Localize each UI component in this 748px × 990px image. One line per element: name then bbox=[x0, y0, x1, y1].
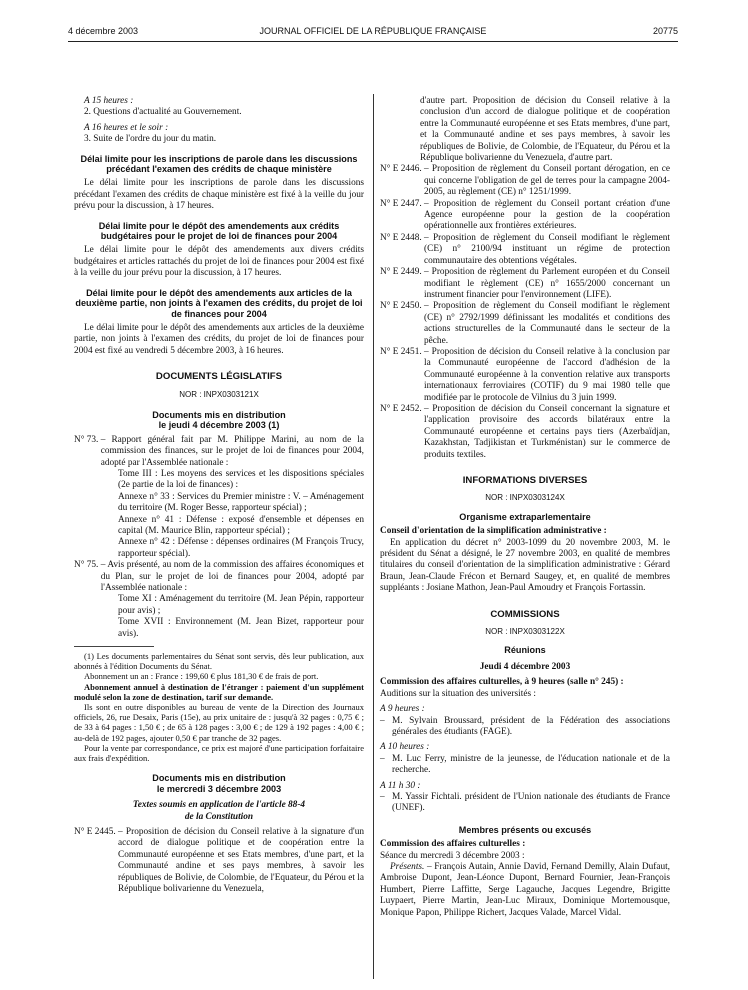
seance-line: Séance du mercredi 3 décembre 2003 : bbox=[380, 850, 525, 861]
nor-reference: NOR : INPX0303121X bbox=[179, 389, 259, 399]
text-item bbox=[380, 404, 670, 461]
item-text: – Proposition de règlement du Conseil portant dérogation, en ce qui concerne l'obligation de gel de terres pour la campagne 2004-2005, au règlement (CE) n° 1251/1999. bbox=[424, 164, 670, 198]
section-title: Délai limite pour le dépôt des amendements aux articles de la deuxième partie, non joints à l'examen des crédits, du projet de loi de finances pour 2004 bbox=[75, 287, 363, 319]
header-page-number: 20775 bbox=[652, 26, 678, 36]
commission-line: Commission des affaires culturelles, à 9 heures (salle n° 245) : bbox=[380, 677, 624, 688]
nor-reference: NOR : INPX0303122X bbox=[485, 627, 565, 637]
distribution-subtitle: le jeudi 4 décembre 2003 (1) bbox=[158, 420, 280, 431]
commissions-title: COMMISSIONS bbox=[490, 608, 560, 620]
item-number: N° E 2449. bbox=[380, 267, 422, 278]
audition-item: – M. Sylvain Broussard, président de la Fédération des associations générales des étudiants (FAGE). bbox=[380, 715, 670, 737]
audition-text: M. Yassir Fichtali. président de l'Union nationale des étudiants de France (UNEF). bbox=[392, 791, 670, 814]
time-label: A 11 h 30 : bbox=[380, 780, 421, 791]
item-number: N° 75. bbox=[74, 560, 99, 571]
sub-item: Tome XVII : Environnement (M. Jean Bizet, rapporteur pour avis). bbox=[118, 617, 364, 639]
intro-line: A 15 heures : bbox=[84, 96, 134, 106]
item-number: N° E 2452. bbox=[380, 403, 422, 414]
item-number: N° E 2445. bbox=[74, 826, 116, 837]
item-text: – Proposition de règlement du Conseil modifiant le règlement (CE) n° 2792/1999 définissant les modalités et conditions des actions structurelles de la Communauté dans le secteur de la pêche. bbox=[424, 301, 670, 346]
sub-item: Tome XI : Aménagement du territoire (M. Jean Pépin, rapporteur pour avis) ; bbox=[118, 594, 364, 616]
text-item bbox=[380, 233, 670, 267]
header-journal-title: JOURNAL OFFICIEL DE LA RÉPUBLIQUE FRANÇAISE bbox=[259, 26, 487, 36]
article-subtitle: de la Constitution bbox=[184, 811, 254, 822]
text-item bbox=[380, 347, 670, 404]
left-column bbox=[74, 96, 364, 895]
section-body: Le délai limite pour les inscriptions de parole dans les discussions précédant l'examen des crédits de chaque ministère est fixé à la veille du jour prévu pour la discussion, à 17 heures. bbox=[74, 178, 364, 212]
sub-item: Tome III : Les moyens des services et les dispositions spéciales (2e partie de la loi de finances) : bbox=[118, 468, 364, 491]
sub-item: Annexe n° 41 : Défense : exposé d'ensemble et dépenses en capital (M. Maurice Blin, rapporteur spécial) ; bbox=[118, 514, 364, 536]
item-text: – Proposition de règlement du Conseil modifiant le règlement (CE) n° 2100/94 instituant un régime de protection communautaire des obtentions végétales. bbox=[424, 232, 670, 266]
right-column bbox=[380, 96, 670, 919]
text-item bbox=[380, 199, 670, 233]
item-number: N° E 2447. bbox=[380, 198, 422, 209]
audition-item: – M. Luc Ferry, ministre de la jeunesse, de l'éducation nationale et de la recherche. bbox=[380, 753, 670, 776]
commission-line: Commission des affaires culturelles : bbox=[380, 839, 526, 850]
distribution-title: Documents mis en distribution bbox=[152, 409, 286, 420]
item-number: N° E 2451. bbox=[380, 346, 422, 357]
item-text: – Proposition de décision du Conseil relative à la signature d'un accord de dialogue politique et de coopération entre la Communauté européenne et ses Etats membres, d'une part, et la Communauté andine et ses pays membres, à savoir les républiques de Bolivie, de Colombie, de l'Equateur, du Pérou et la République bolivarienne du Venezuela, bbox=[118, 826, 364, 894]
item-number: N° E 2450. bbox=[380, 301, 422, 312]
meeting-date: Jeudi 4 décembre 2003 bbox=[479, 661, 571, 672]
continued-text: d'autre part. Proposition de décision du Conseil relative à la conclusion d'un accord de dialogue politique et de coopération entre la Communauté européenne et ses Etats membres, d'une part, et la Communauté andine et ses pays membres, à savoir les républiques de Bolivie, de Colombie, de l'Equateur, du Pérou et la République bolivarienne du Venezuela, d'autre part. bbox=[420, 96, 670, 164]
text-item bbox=[380, 267, 670, 301]
membres-title: Membres présents ou excusés bbox=[458, 824, 592, 835]
distribution-subtitle: le mercredi 3 décembre 2003 bbox=[156, 783, 282, 794]
page-header bbox=[68, 26, 678, 38]
item-text: – Avis présenté, au nom de la commission des affaires économiques et du Plan, sur le projet de loi de finances pour 2004, adopté par l'Assemblée nationale : bbox=[100, 560, 364, 594]
footnote-line: Abonnement annuel à destination de l'étranger : paiement d'un supplément modulé selon la zone de destination, tarif sur demande. bbox=[74, 681, 364, 702]
section-title: Délai limite pour les inscriptions de parole dans les discussions précédant l'examen des crédits de chaque ministère bbox=[80, 153, 358, 175]
column-divider bbox=[373, 94, 374, 979]
sub-item: Annexe n° 42 : Défense : dépenses ordinaires (M François Trucy, rapporteur spécial). bbox=[118, 537, 364, 559]
presents-list: – François Autain, Annie David, Fernand Demilly, Alain Dufaut, Ambroise Dupont, Jean-Léonce Dupont, Bernard Fournier, Jean-François Humbert, Pierre Laffitte, Serge Lagauche, Jacques Legendre, Brigitte Luypaert, Pierre Martin, Jean-Luc Miraux, Dominique Mortemousque, Monique Papon, Philippe Richert, Jacques Valade, Marcel Vidal. bbox=[380, 861, 671, 918]
sub-item: Annexe n° 33 : Services du Premier ministre : V. – Aménagement du territoire (M. Roger Besse, rapporteur spécial) ; bbox=[118, 491, 364, 514]
footnote-line: Ils sont en outre disponibles au bureau de vente de la Direction des Journaux officiels, 26, rue Desaix, Paris (15e), au prix unitaire de : jusqu'à 32 pages : 0,75 € ; de 33 à 64 pages : 1,50 € ; de 65 à 128 pages : 3,00 € ; de 129 à 192 pages : 4,00 € ; au-delà de 192 pages, ajouter 0,50 € par tranche de 32 pages. bbox=[74, 702, 364, 743]
time-label: A 9 heures : bbox=[380, 704, 425, 715]
item-number: N° E 2446. bbox=[380, 164, 422, 175]
intro-line: 3. Suite de l'ordre du jour du matin. bbox=[84, 134, 217, 145]
audition-item: – M. Yassir Fichtali. président de l'Union nationale des étudiants de France (UNEF). bbox=[380, 791, 670, 814]
text-item bbox=[380, 164, 670, 198]
item-text: – Proposition de règlement du Conseil portant création d'une Agence européenne pour la gestion de la coopération opérationnelle aux frontières extérieures. bbox=[424, 198, 670, 232]
reunions-title: Réunions bbox=[504, 645, 546, 656]
distribution-title: Documents mis en distribution bbox=[152, 773, 286, 784]
time-label: A 10 heures : bbox=[380, 742, 430, 753]
organisme-title: Organisme extraparlementaire bbox=[459, 511, 591, 522]
item-text: – Rapport général fait par M. Philippe Marini, au nom de la commission des finances, sur le projet de loi de finances pour 2004, adopté par l'Assemblée nationale : bbox=[100, 434, 364, 468]
intro-line: 2. Questions d'actualité au Gouvernement. bbox=[84, 107, 242, 118]
section-body: Le délai limite pour le dépôt des amendements aux articles de la deuxième partie, non joints à l'examen des crédits, du projet de loi de finances pour 2004 est fixé au vendredi 5 décembre 2003, à 16 heures. bbox=[74, 322, 364, 356]
item-number: N° 73. bbox=[74, 434, 99, 445]
intro-line: A 16 heures et le soir : bbox=[84, 122, 169, 133]
footnote-line: (1) Les documents parlementaires du Sénat sont servis, dès leur publication, aux abonnés à l'édition Documents du Sénat. bbox=[74, 651, 364, 672]
audition-text: M. Luc Ferry, ministre de la jeunesse, de l'éducation nationale et de la recherche. bbox=[392, 753, 670, 776]
item-text: – Proposition de décision du Conseil concernant la signature et l'application provisoire des accords bilatéraux entre la Communauté européenne et certains pays tiers (Azerbaïdjan, Kazakhstan, Tadjikistan et Turkménistan) sur le commerce de produits textiles. bbox=[424, 403, 670, 460]
text-item bbox=[380, 301, 670, 347]
documents-legislatifs-title: DOCUMENTS LÉGISLATIFS bbox=[155, 371, 283, 383]
document-item-75 bbox=[74, 560, 364, 594]
informations-diverses-title: INFORMATIONS DIVERSES bbox=[462, 475, 588, 486]
document-item-73 bbox=[74, 435, 364, 469]
footnote bbox=[74, 651, 364, 763]
conseil-body: En application du décret n° 2003-1099 du 20 novembre 2003, M. le président du Sénat a désigné, le 27 novembre 2003, en qualité de membres titulaires du conseil d'orientation de la simplification administrative : Gérard Braun, Jean-Claude Frécon et Bernard Saugey, et, en qualité de membres suppléants : Josiane Mathon, Jean-Paul Amoudry et François Fortassin. bbox=[380, 537, 670, 594]
audition-text: M. Sylvain Broussard, président de la Fédération des associations générales des étudiants (FAGE). bbox=[392, 715, 670, 737]
item-text: – Proposition de règlement du Parlement européen et du Conseil modifiant le règlement (CE) n° 1655/2000 concernant un instrument financier pour l'environnement (LIFE). bbox=[424, 267, 670, 300]
conseil-title: Conseil d'orientation de la simplification administrative : bbox=[380, 526, 607, 537]
item-text: – Proposition de décision du Conseil relative à la conclusion par la Communauté européenne de l'accord d'adhésion de la Communauté européenne à la convention relative aux transports internationaux ferroviaires (COTIF) du 9 mai 1980 telle que modifiée par le protocole de Vilnius du 3 juin 1999. bbox=[424, 346, 670, 403]
auditions-line: Auditions sur la situation des universités : bbox=[380, 688, 536, 699]
footnote-line: Pour la vente par correspondance, ce prix est majoré d'une participation forfaitaire aux frais d'expédition. bbox=[74, 742, 364, 764]
section-title: Délai limite pour le dépôt des amendements aux crédits budgétaires pour le projet de loi de finances pour 2004 bbox=[98, 220, 340, 242]
nor-reference: NOR : INPX0303124X bbox=[485, 493, 565, 503]
footnote-line: Abonnement un an : France : 199,60 € plus 181,30 € de frais de port. bbox=[84, 671, 319, 682]
footnote-rule bbox=[74, 646, 154, 647]
article-title: Textes soumis en application de l'article 88-4 bbox=[132, 800, 306, 811]
presents-label: Présents. bbox=[390, 861, 425, 872]
header-rule bbox=[68, 41, 678, 42]
section-body: Le délai limite pour le dépôt des amendements aux divers crédits budgétaires et articles rattachés du projet de loi de finances pour 2004 est fixé à la veille du jour prévu pour la discussion, à 17 heures. bbox=[74, 245, 364, 279]
text-item-e2445 bbox=[74, 827, 364, 895]
presents-paragraph bbox=[380, 862, 670, 919]
header-date: 4 décembre 2003 bbox=[68, 26, 139, 36]
item-number: N° E 2448. bbox=[380, 232, 422, 243]
